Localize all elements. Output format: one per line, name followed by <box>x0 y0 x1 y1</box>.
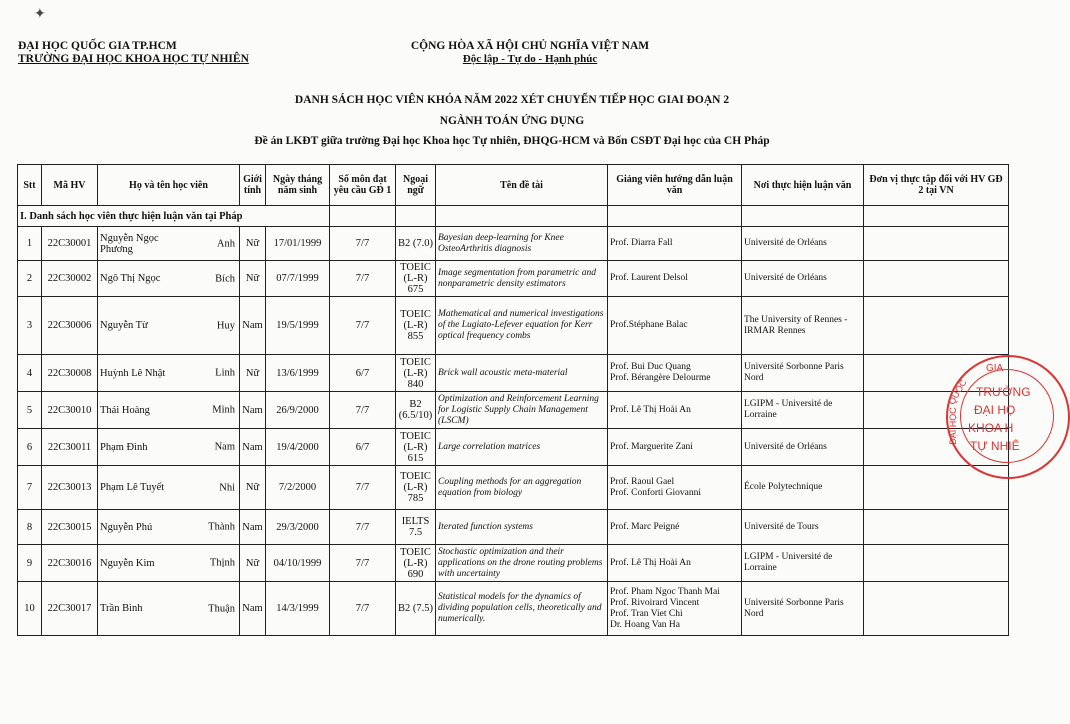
seal-text-top: GIA <box>986 363 1004 374</box>
issuer-line-2: TRƯỜNG ĐẠI HỌC KHOA HỌC TỰ NHIÊN <box>18 53 249 65</box>
cell-stt: 6 <box>18 429 42 466</box>
cell-name <box>98 392 240 429</box>
student-given-name: Thịnh <box>209 557 235 569</box>
cell-language: TOEIC (L-R) 615 <box>396 429 436 466</box>
cell-name <box>98 355 240 392</box>
section-row <box>18 206 1009 227</box>
column-header: Số môn đạt yêu cầu GĐ 1 <box>330 165 396 206</box>
cell-dob: 07/7/1999 <box>266 261 330 297</box>
cell-name <box>98 466 240 510</box>
cell-stt: 3 <box>18 297 42 355</box>
cell-gender: Nam <box>240 297 266 355</box>
student-family-name: Nguyễn Từ <box>100 320 148 331</box>
seal-text-1: TRƯỜNG <box>976 385 1031 399</box>
cell-dob: 29/3/2000 <box>266 510 330 545</box>
cell-student-id: 22C30006 <box>42 297 98 355</box>
cell-stt: 5 <box>18 392 42 429</box>
column-header: Tên đề tài <box>436 165 608 206</box>
major-title: NGÀNH TOÁN ỨNG DỤNG <box>439 115 585 127</box>
student-given-name: Thành <box>208 521 235 533</box>
cell-language: B2 (7.5) <box>396 582 436 636</box>
cell-language: TOEIC (L-R) 840 <box>396 355 436 392</box>
seal-text-4: TỰ NHIÊ <box>970 439 1020 453</box>
column-header: Mã HV <box>42 165 98 206</box>
cell-advisor: Prof. Bui Duc Quang Prof. Bérangère Delourme <box>608 355 742 392</box>
seal-text-3: KHOA H <box>968 421 1014 435</box>
cell-dob: 19/4/2000 <box>266 429 330 466</box>
cell-internship <box>864 261 1009 297</box>
cell-language: TOEIC (L-R) 785 <box>396 466 436 510</box>
cell-advisor: Prof. Pham Ngoc Thanh Mai Prof. Rivoirard Vincent Prof. Tran Viet Chi Dr. Hoang Van Ha <box>608 582 742 636</box>
section-label: I. Danh sách học viên thực hiện luận văn tại Pháp <box>18 206 330 227</box>
cell-location: École Polytechnique <box>742 466 864 510</box>
cell-name <box>98 429 240 466</box>
cell-thesis-title: Optimization and Reinforcement Learning for Logistic Supply Chain Management (LSCM) <box>436 392 608 429</box>
cell-thesis-title: Image segmentation from parametric and nonparametric density estimators <box>436 261 608 297</box>
cell-gender: Nam <box>240 429 266 466</box>
cell-dob: 14/3/1999 <box>266 582 330 636</box>
cell-thesis-title: Iterated function systems <box>436 510 608 545</box>
cell-student-id: 22C30011 <box>42 429 98 466</box>
column-header: Đơn vị thực tập đối với HV GĐ 2 tại VN <box>864 165 1009 206</box>
cell-location: Université de Orléans <box>742 261 864 297</box>
cell-courses-passed: 7/7 <box>330 297 396 355</box>
table-row <box>18 545 1009 582</box>
cell-courses-passed: 7/7 <box>330 392 396 429</box>
cell-location: LGIPM - Université de Lorraine <box>742 392 864 429</box>
cell-student-id: 22C30017 <box>42 582 98 636</box>
issuer-line-1: ĐẠI HỌC QUỐC GIA TP.HCM <box>18 40 177 52</box>
cell-student-id: 22C30002 <box>42 261 98 297</box>
cell-name <box>98 261 240 297</box>
student-given-name: Nam <box>214 441 235 453</box>
cell-language: TOEIC (L-R) 675 <box>396 261 436 297</box>
student-family-name: Phạm Đình <box>100 441 148 453</box>
cell-courses-passed: 7/7 <box>330 227 396 261</box>
cell-advisor: Prof. Marguerite Zani <box>608 429 742 466</box>
cell-location: Université de Orléans <box>742 227 864 261</box>
cell-language: TOEIC (L-R) 690 <box>396 545 436 582</box>
cell-gender: Nữ <box>240 355 266 392</box>
cell-name <box>98 582 240 636</box>
column-header: Giảng viên hướng dẫn luận văn <box>608 165 742 206</box>
student-family-name: Nguyễn Kim <box>100 557 155 569</box>
cell-internship <box>864 510 1009 545</box>
cell-stt: 10 <box>18 582 42 636</box>
cell-location: Université Sorbonne Paris Nord <box>742 582 864 636</box>
cell-student-id: 22C30001 <box>42 227 98 261</box>
cell-stt: 8 <box>18 510 42 545</box>
cell-internship <box>864 582 1009 636</box>
cell-courses-passed: 7/7 <box>330 261 396 297</box>
table-row <box>18 392 1009 429</box>
cell-advisor: Prof. Marc Peigné <box>608 510 742 545</box>
table-row <box>18 582 1009 636</box>
cell-thesis-title: Coupling methods for an aggregation equation from biology <box>436 466 608 510</box>
cell-advisor: Prof. Raoul Gael Prof. Conforti Giovanni <box>608 466 742 510</box>
cell-thesis-title: Bayesian deep-learning for Knee OsteoArthritis diagnosis <box>436 227 608 261</box>
column-header: Ngày tháng năm sinh <box>266 165 330 206</box>
national-header <box>380 40 680 66</box>
column-header: Nơi thực hiện luận văn <box>742 165 864 206</box>
cell-gender: Nam <box>240 392 266 429</box>
cell-stt: 4 <box>18 355 42 392</box>
seal-text-5: QUỐC <box>946 377 969 407</box>
cell-dob: 19/5/1999 <box>266 297 330 355</box>
student-given-name: Linh <box>215 367 235 379</box>
cell-gender: Nữ <box>240 227 266 261</box>
cell-student-id: 22C30016 <box>42 545 98 582</box>
cell-student-id: 22C30008 <box>42 355 98 392</box>
student-family-name: Phạm Lê Tuyết <box>100 482 165 493</box>
cell-gender: Nữ <box>240 466 266 510</box>
cell-name <box>98 510 240 545</box>
cell-thesis-title: Statistical models for the dynamics of dividing population cells, theoretically and numerically. <box>436 582 608 636</box>
cell-location: Université Sorbonne Paris Nord <box>742 355 864 392</box>
cell-location: The University of Rennes - IRMAR Rennes <box>742 297 864 355</box>
student-given-name: Minh <box>212 404 235 416</box>
cell-student-id: 22C30015 <box>42 510 98 545</box>
national-motto: Độc lập - Tự do - Hạnh phúc <box>462 53 598 65</box>
university-seal <box>946 355 1070 479</box>
cell-language: B2 (6.5/10) <box>396 392 436 429</box>
table-header-row <box>18 165 1009 206</box>
cell-courses-passed: 7/7 <box>330 510 396 545</box>
cell-courses-passed: 6/7 <box>330 355 396 392</box>
cell-stt: 1 <box>18 227 42 261</box>
cell-location: Université de Tours <box>742 510 864 545</box>
cell-dob: 04/10/1999 <box>266 545 330 582</box>
table-row <box>18 297 1009 355</box>
column-header: Ngoại ngữ <box>396 165 436 206</box>
student-family-name: Nguyễn Ngọc Phương <box>100 232 159 255</box>
student-family-name: Huỳnh Lê Nhật <box>100 367 166 379</box>
cell-courses-passed: 7/7 <box>330 545 396 582</box>
cell-name <box>98 545 240 582</box>
cell-advisor: Prof. Lê Thị Hoài An <box>608 392 742 429</box>
cell-student-id: 22C30013 <box>42 466 98 510</box>
table-row <box>18 355 1009 392</box>
cell-internship <box>864 227 1009 261</box>
column-header: Giới tính <box>240 165 266 206</box>
cell-student-id: 22C30010 <box>42 392 98 429</box>
cell-advisor: Prof. Laurent Delsol <box>608 261 742 297</box>
cell-gender: Nam <box>240 582 266 636</box>
cell-thesis-title: Large correlation matrices <box>436 429 608 466</box>
table-row <box>18 261 1009 297</box>
program-title: Đề án LKĐT giữa trường Đại học Khoa học Tự nhiên, ĐHQG-HCM và Bốn CSĐT Đại học của CH Pháp <box>254 135 770 147</box>
student-given-name: Huy <box>216 320 235 331</box>
student-family-name: Thái Hoàng <box>100 404 150 416</box>
corner-mark-icon: ✦ <box>34 7 46 22</box>
cell-dob: 13/6/1999 <box>266 355 330 392</box>
cell-thesis-title: Mathematical and numerical investigations of the Lugiato-Lefever equation for Kerr optical frequency combs <box>436 297 608 355</box>
cell-location: Université de Orléans <box>742 429 864 466</box>
cell-location: LGIPM - Université de Lorraine <box>742 545 864 582</box>
student-family-name: Ngô Thị Ngọc <box>100 273 161 284</box>
cell-dob: 7/2/2000 <box>266 466 330 510</box>
student-given-name: Nhi <box>219 482 235 493</box>
cell-thesis-title: Brick wall acoustic meta-material <box>436 355 608 392</box>
cell-dob: 26/9/2000 <box>266 392 330 429</box>
document-title: DANH SÁCH HỌC VIÊN KHÓA NĂM 2022 XÉT CHUYỂN TIẾP HỌC GIAI ĐOẠN 2 <box>294 94 730 106</box>
cell-advisor: Prof. Diarra Fall <box>608 227 742 261</box>
cell-stt: 9 <box>18 545 42 582</box>
student-given-name: Thuận <box>208 603 235 614</box>
seal-text-6: ĐẠI HỌC <box>947 407 958 445</box>
cell-internship <box>864 545 1009 582</box>
cell-dob: 17/01/1999 <box>266 227 330 261</box>
cell-advisor: Prof. Lê Thị Hoài An <box>608 545 742 582</box>
student-given-name: Bích <box>215 273 235 284</box>
cell-courses-passed: 7/7 <box>330 466 396 510</box>
student-family-name: Trần Bình <box>100 603 143 614</box>
cell-internship <box>864 297 1009 355</box>
table-row <box>18 429 1009 466</box>
cell-courses-passed: 6/7 <box>330 429 396 466</box>
national-line-1: CỘNG HÒA XÃ HỘI CHỦ NGHĨA VIỆT NAM <box>410 40 650 52</box>
table-row <box>18 466 1009 510</box>
cell-stt: 2 <box>18 261 42 297</box>
seal-text-2: ĐẠI HỌ <box>974 403 1016 417</box>
student-table <box>17 164 1009 636</box>
issuer-header <box>18 40 278 66</box>
student-given-name: Anh <box>216 238 235 249</box>
column-header: Stt <box>18 165 42 206</box>
cell-thesis-title: Stochastic optimization and their applications on the drone routing problems with uncertainty <box>436 545 608 582</box>
cell-name <box>98 227 240 261</box>
cell-language: IELTS 7.5 <box>396 510 436 545</box>
cell-language: B2 (7.0) <box>396 227 436 261</box>
column-header: Họ và tên học viên <box>98 165 240 206</box>
table-row <box>18 510 1009 545</box>
cell-gender: Nữ <box>240 261 266 297</box>
student-family-name: Nguyễn Phú <box>100 521 153 533</box>
cell-gender: Nữ <box>240 545 266 582</box>
cell-courses-passed: 7/7 <box>330 582 396 636</box>
table-row <box>18 227 1009 261</box>
cell-name <box>98 297 240 355</box>
cell-stt: 7 <box>18 466 42 510</box>
cell-language: TOEIC (L-R) 855 <box>396 297 436 355</box>
cell-advisor: Prof.Stéphane Balac <box>608 297 742 355</box>
cell-gender: Nam <box>240 510 266 545</box>
